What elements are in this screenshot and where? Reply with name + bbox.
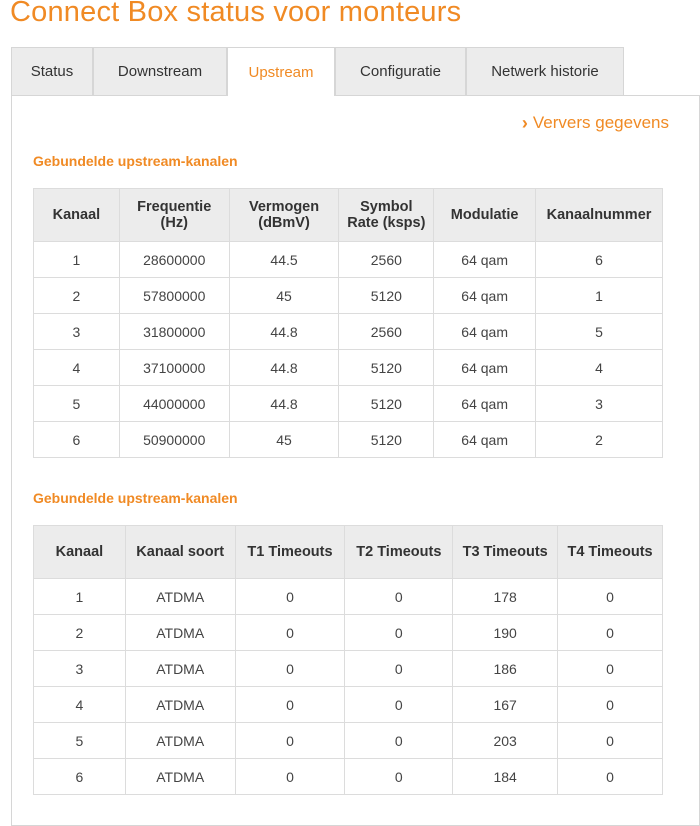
table-cell: 0 [558,759,663,795]
table-row [34,314,663,350]
column-header: Kanaal [34,526,126,579]
table-cell: ATDMA [125,759,235,795]
table-cell: 5120 [339,386,434,422]
column-header: Kanaalnummer [536,189,663,242]
table-cell: 2560 [339,314,434,350]
tab-upstream[interactable]: Upstream [227,47,335,96]
table-cell: ATDMA [125,651,235,687]
table-cell: 0 [235,723,345,759]
table-cell: 64 qam [434,242,536,278]
table-cell: 3 [34,314,120,350]
table-row [34,422,663,458]
table-cell: 1 [34,579,126,615]
table-cell: 0 [235,615,345,651]
table-cell: 0 [558,615,663,651]
tab-bar [11,47,700,95]
table-cell: 44.8 [229,350,339,386]
table-cell: 28600000 [119,242,229,278]
table-cell: 45 [229,422,339,458]
table-cell: 4 [34,687,126,723]
table-cell: 44.8 [229,314,339,350]
column-header: Modulatie [434,189,536,242]
table-row [34,759,663,795]
table-row [34,278,663,314]
column-header: Kanaal soort [125,526,235,579]
table-row [34,350,663,386]
table-cell: 1 [536,278,663,314]
table-cell: 0 [235,651,345,687]
table-row [34,723,663,759]
column-header: T1 Timeouts [235,526,345,579]
column-header: Frequentie (Hz) [119,189,229,242]
table-cell: 0 [345,651,453,687]
table-cell: 44.5 [229,242,339,278]
upstream-channels-table [33,188,663,458]
table-cell: 2 [34,615,126,651]
table-cell: 44000000 [119,386,229,422]
table-cell: 64 qam [434,314,536,350]
table-cell: 1 [34,242,120,278]
table-cell: 0 [345,687,453,723]
table-row [34,687,663,723]
table-cell: 2 [34,278,120,314]
chevron-right-icon: › [521,113,528,133]
table-cell: 6 [536,242,663,278]
table-cell: 64 qam [434,422,536,458]
table-cell: 0 [235,759,345,795]
section-title-upstream-channels: Gebundelde upstream-kanalen [33,153,238,169]
table-cell: 186 [453,651,558,687]
table-cell: 0 [345,723,453,759]
column-header: T4 Timeouts [558,526,663,579]
table-row [34,386,663,422]
column-header: Vermogen (dBmV) [229,189,339,242]
table-cell: 57800000 [119,278,229,314]
table-cell: 6 [34,759,126,795]
table-cell: 178 [453,579,558,615]
table-cell: 64 qam [434,386,536,422]
table-cell: 37100000 [119,350,229,386]
table-cell: 167 [453,687,558,723]
table-cell: 64 qam [434,350,536,386]
table-cell: 4 [34,350,120,386]
refresh-label: Ververs gegevens [532,113,669,132]
table-cell: 2560 [339,242,434,278]
table-row [34,651,663,687]
table-cell: 203 [453,723,558,759]
table-cell: 184 [453,759,558,795]
table-cell: ATDMA [125,723,235,759]
table-cell: 5120 [339,422,434,458]
table-cell: 2 [536,422,663,458]
table-cell: 4 [536,350,663,386]
table-header-row [34,526,663,579]
table-cell: 3 [34,651,126,687]
table-cell: 45 [229,278,339,314]
table-cell: 0 [558,651,663,687]
table-cell: 5120 [339,278,434,314]
table-cell: 0 [558,723,663,759]
table-cell: 190 [453,615,558,651]
table-row [34,579,663,615]
table-cell: 31800000 [119,314,229,350]
table-cell: 0 [345,579,453,615]
refresh-link[interactable] [522,113,669,133]
table-cell: ATDMA [125,615,235,651]
section-title-timeouts: Gebundelde upstream-kanalen [33,490,238,506]
upstream-timeouts-table [33,525,663,795]
tab-configuratie[interactable]: Configuratie [335,47,466,95]
table-cell: 6 [34,422,120,458]
table-row [34,242,663,278]
tab-netwerk-historie[interactable]: Netwerk historie [466,47,624,95]
table-cell: ATDMA [125,687,235,723]
column-header: T2 Timeouts [345,526,453,579]
table-cell: 50900000 [119,422,229,458]
table-cell: 0 [345,615,453,651]
table-cell: 5 [536,314,663,350]
table-cell: 64 qam [434,278,536,314]
table-cell: 44.8 [229,386,339,422]
table-cell: 0 [558,687,663,723]
tab-downstream[interactable]: Downstream [93,47,227,95]
upstream-panel [11,95,700,826]
table-cell: 5 [34,386,120,422]
tab-status[interactable]: Status [11,47,93,95]
table-cell: 0 [235,687,345,723]
table-header-row [34,189,663,242]
page-title: Connect Box status voor monteurs [10,0,462,28]
table-cell: 0 [345,759,453,795]
table-cell: 0 [558,579,663,615]
table-cell: 5120 [339,350,434,386]
table-cell: 3 [536,386,663,422]
column-header: T3 Timeouts [453,526,558,579]
table-row [34,615,663,651]
table-cell: ATDMA [125,579,235,615]
column-header: Symbol Rate (ksps) [339,189,434,242]
table-cell: 0 [235,579,345,615]
table-cell: 5 [34,723,126,759]
column-header: Kanaal [34,189,120,242]
